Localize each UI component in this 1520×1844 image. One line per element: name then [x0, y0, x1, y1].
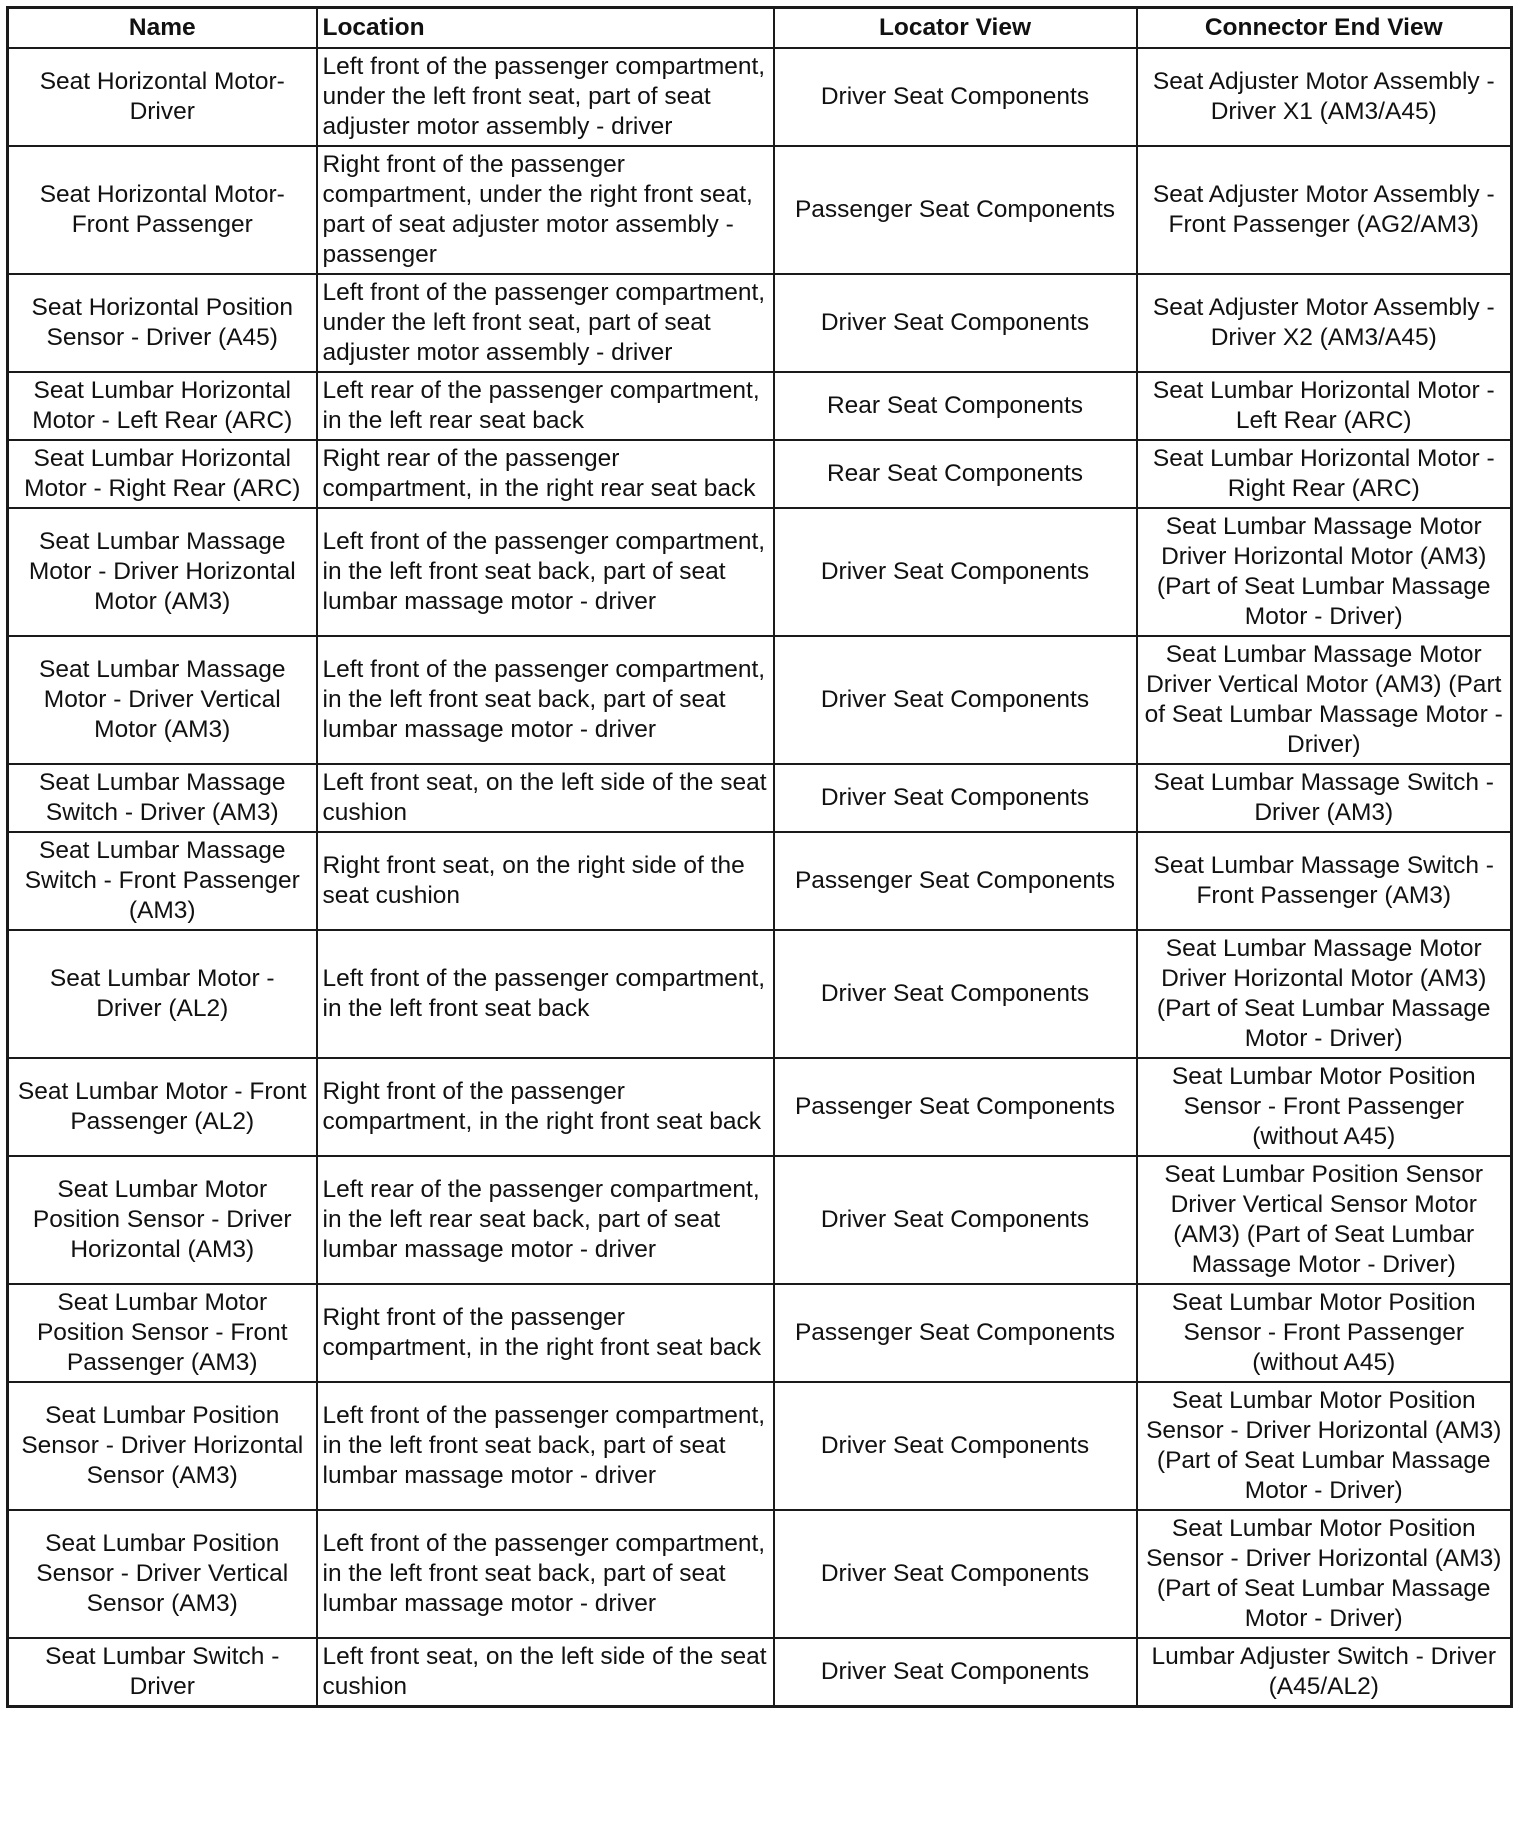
- cell-name: Seat Lumbar Motor Position Sensor - Front Passenger (AM3): [8, 1284, 317, 1382]
- cell-name: Seat Lumbar Massage Motor - Driver Horizontal Motor (AM3): [8, 508, 317, 636]
- cell-connector-end-view: Seat Adjuster Motor Assembly - Front Passenger (AG2/AM3): [1137, 146, 1512, 274]
- table-row: [8, 930, 1512, 1058]
- cell-connector-end-view: Lumbar Adjuster Switch - Driver (A45/AL2): [1137, 1638, 1512, 1707]
- column-header-connector-end-view: Connector End View: [1137, 8, 1512, 49]
- cell-location: Right front of the passenger compartment, under the right front seat, part of seat adjuster motor assembly - passenger: [317, 146, 774, 274]
- table-row: [8, 440, 1512, 508]
- cell-name: Seat Lumbar Motor - Front Passenger (AL2): [8, 1058, 317, 1156]
- cell-locator-view: Driver Seat Components: [774, 764, 1137, 832]
- table-row: [8, 832, 1512, 930]
- cell-connector-end-view: Seat Lumbar Massage Motor Driver Horizontal Motor (AM3) (Part of Seat Lumbar Massage Motor - Driver): [1137, 508, 1512, 636]
- cell-name: Seat Lumbar Switch - Driver: [8, 1638, 317, 1707]
- cell-name: Seat Lumbar Motor Position Sensor - Driver Horizontal (AM3): [8, 1156, 317, 1284]
- cell-name: Seat Lumbar Horizontal Motor - Right Rear (ARC): [8, 440, 317, 508]
- cell-name: Seat Horizontal Position Sensor - Driver (A45): [8, 274, 317, 372]
- cell-connector-end-view: Seat Lumbar Motor Position Sensor - Front Passenger (without A45): [1137, 1284, 1512, 1382]
- cell-location: Left front of the passenger compartment, in the left front seat back, part of seat lumbar massage motor - driver: [317, 636, 774, 764]
- table-row: [8, 146, 1512, 274]
- cell-name: Seat Lumbar Horizontal Motor - Left Rear (ARC): [8, 372, 317, 440]
- cell-connector-end-view: Seat Lumbar Motor Position Sensor - Driver Horizontal (AM3) (Part of Seat Lumbar Massage Motor - Driver): [1137, 1510, 1512, 1638]
- cell-locator-view: Passenger Seat Components: [774, 832, 1137, 930]
- column-header-name: Name: [8, 8, 317, 49]
- cell-connector-end-view: Seat Lumbar Horizontal Motor - Right Rear (ARC): [1137, 440, 1512, 508]
- component-locator-table-wrapper: [6, 6, 1510, 1708]
- column-header-location: Location: [317, 8, 774, 49]
- table-row: [8, 1284, 1512, 1382]
- table-row: [8, 274, 1512, 372]
- column-header-locator-view: Locator View: [774, 8, 1137, 49]
- cell-name: Seat Lumbar Position Sensor - Driver Horizontal Sensor (AM3): [8, 1382, 317, 1510]
- cell-locator-view: Passenger Seat Components: [774, 1284, 1137, 1382]
- cell-locator-view: Driver Seat Components: [774, 508, 1137, 636]
- cell-location: Left rear of the passenger compartment, in the left rear seat back, part of seat lumbar massage motor - driver: [317, 1156, 774, 1284]
- cell-connector-end-view: Seat Lumbar Massage Motor Driver Vertical Motor (AM3) (Part of Seat Lumbar Massage Motor - Driver): [1137, 636, 1512, 764]
- cell-name: Seat Horizontal Motor-Driver: [8, 48, 317, 146]
- cell-locator-view: Driver Seat Components: [774, 1156, 1137, 1284]
- cell-locator-view: Driver Seat Components: [774, 274, 1137, 372]
- cell-locator-view: Driver Seat Components: [774, 48, 1137, 146]
- cell-locator-view: Driver Seat Components: [774, 1510, 1137, 1638]
- cell-name: Seat Lumbar Massage Switch - Front Passenger (AM3): [8, 832, 317, 930]
- cell-connector-end-view: Seat Lumbar Horizontal Motor - Left Rear (ARC): [1137, 372, 1512, 440]
- cell-name: Seat Lumbar Motor - Driver (AL2): [8, 930, 317, 1058]
- table-row: [8, 1058, 1512, 1156]
- table-row: [8, 1510, 1512, 1638]
- table-row: [8, 764, 1512, 832]
- cell-name: Seat Lumbar Massage Motor - Driver Vertical Motor (AM3): [8, 636, 317, 764]
- cell-location: Right front seat, on the right side of the seat cushion: [317, 832, 774, 930]
- cell-locator-view: Passenger Seat Components: [774, 146, 1137, 274]
- cell-connector-end-view: Seat Lumbar Motor Position Sensor - Driver Horizontal (AM3) (Part of Seat Lumbar Massage Motor - Driver): [1137, 1382, 1512, 1510]
- cell-name: Seat Horizontal Motor-Front Passenger: [8, 146, 317, 274]
- table-row: [8, 1156, 1512, 1284]
- cell-locator-view: Passenger Seat Components: [774, 1058, 1137, 1156]
- cell-name: Seat Lumbar Massage Switch - Driver (AM3): [8, 764, 317, 832]
- cell-locator-view: Driver Seat Components: [774, 930, 1137, 1058]
- table-row: [8, 636, 1512, 764]
- cell-location: Left front seat, on the left side of the seat cushion: [317, 1638, 774, 1707]
- cell-connector-end-view: Seat Lumbar Motor Position Sensor - Front Passenger (without A45): [1137, 1058, 1512, 1156]
- table-row: [8, 508, 1512, 636]
- cell-location: Left rear of the passenger compartment, in the left rear seat back: [317, 372, 774, 440]
- cell-locator-view: Driver Seat Components: [774, 636, 1137, 764]
- cell-connector-end-view: Seat Adjuster Motor Assembly - Driver X2 (AM3/A45): [1137, 274, 1512, 372]
- table-row: [8, 48, 1512, 146]
- table-row: [8, 372, 1512, 440]
- header-row: [8, 8, 1512, 49]
- cell-locator-view: Rear Seat Components: [774, 440, 1137, 508]
- cell-location: Right front of the passenger compartment, in the right front seat back: [317, 1058, 774, 1156]
- cell-name: Seat Lumbar Position Sensor - Driver Vertical Sensor (AM3): [8, 1510, 317, 1638]
- cell-location: Right rear of the passenger compartment, in the right rear seat back: [317, 440, 774, 508]
- table-row: [8, 1638, 1512, 1707]
- cell-location: Left front of the passenger compartment, in the left front seat back: [317, 930, 774, 1058]
- cell-connector-end-view: Seat Lumbar Massage Switch - Front Passenger (AM3): [1137, 832, 1512, 930]
- cell-locator-view: Driver Seat Components: [774, 1638, 1137, 1707]
- table-body: [8, 48, 1512, 1707]
- component-locator-table: [6, 6, 1513, 1708]
- cell-connector-end-view: Seat Adjuster Motor Assembly - Driver X1 (AM3/A45): [1137, 48, 1512, 146]
- table-row: [8, 1382, 1512, 1510]
- cell-location: Left front of the passenger compartment, in the left front seat back, part of seat lumbar massage motor - driver: [317, 1382, 774, 1510]
- cell-locator-view: Rear Seat Components: [774, 372, 1137, 440]
- cell-location: Left front of the passenger compartment, under the left front seat, part of seat adjuster motor assembly - driver: [317, 48, 774, 146]
- cell-location: Left front of the passenger compartment, in the left front seat back, part of seat lumbar massage motor - driver: [317, 508, 774, 636]
- cell-location: Left front of the passenger compartment, in the left front seat back, part of seat lumbar massage motor - driver: [317, 1510, 774, 1638]
- cell-connector-end-view: Seat Lumbar Massage Switch - Driver (AM3): [1137, 764, 1512, 832]
- cell-locator-view: Driver Seat Components: [774, 1382, 1137, 1510]
- cell-connector-end-view: Seat Lumbar Massage Motor Driver Horizontal Motor (AM3) (Part of Seat Lumbar Massage Motor - Driver): [1137, 930, 1512, 1058]
- cell-connector-end-view: Seat Lumbar Position Sensor Driver Vertical Sensor Motor (AM3) (Part of Seat Lumbar Massage Motor - Driver): [1137, 1156, 1512, 1284]
- cell-location: Left front of the passenger compartment, under the left front seat, part of seat adjuster motor assembly - driver: [317, 274, 774, 372]
- table-header: [8, 8, 1512, 49]
- cell-location: Right front of the passenger compartment, in the right front seat back: [317, 1284, 774, 1382]
- cell-location: Left front seat, on the left side of the seat cushion: [317, 764, 774, 832]
